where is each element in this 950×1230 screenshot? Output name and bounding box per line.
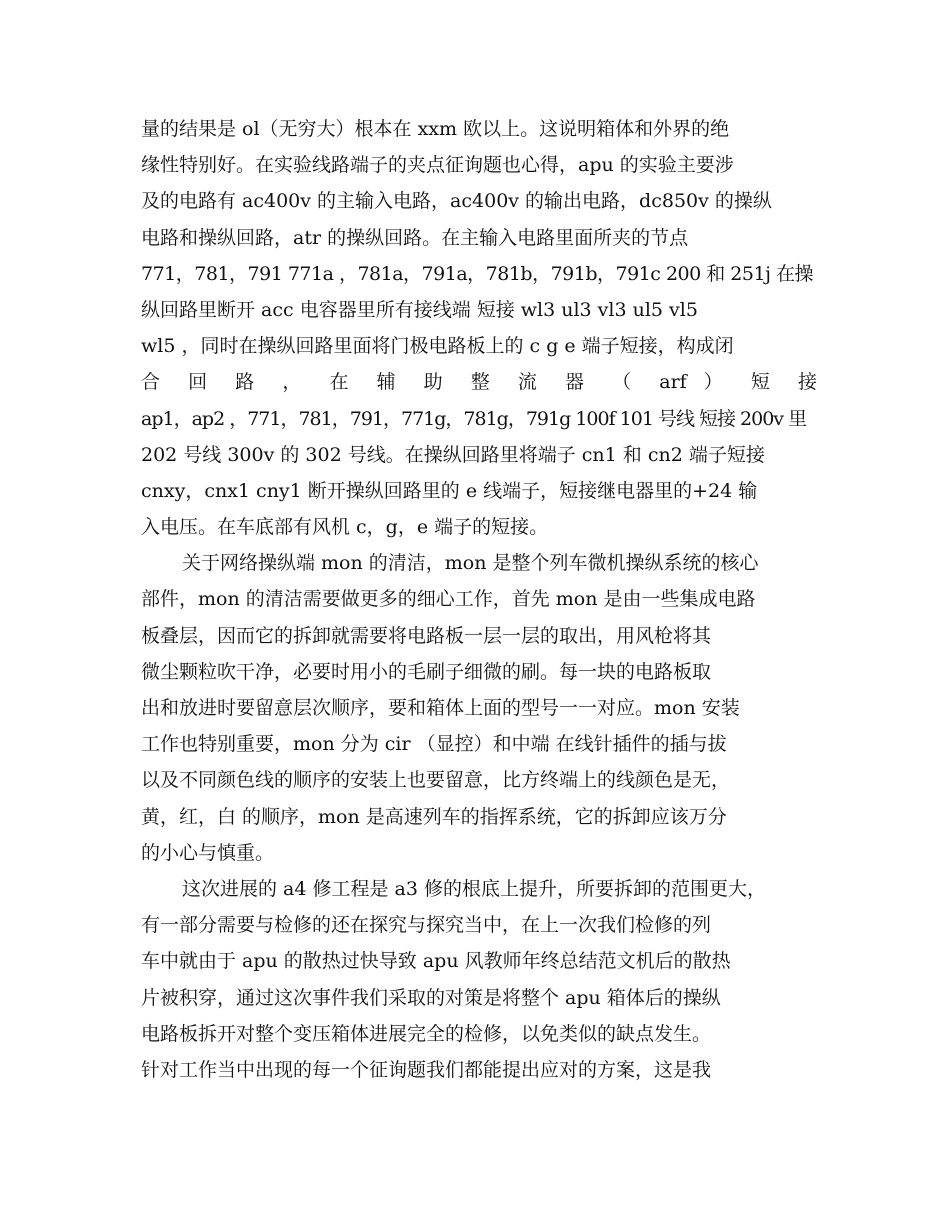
paragraph-3-line-5: 电路板拆开对整个变压箱体进展完全的检修，以免类似的缺点发生。 (141, 1022, 712, 1045)
paragraph-3-line-4: 片被积穿，通过这次事件我们采取的对策是将整个 apu 箱体后的操纵 (141, 986, 721, 1009)
paragraph-1-line-11: cnxy，cnx1 cny1 断开操纵回路里的 e 线端子，短接继电器里的+24 输 (141, 479, 758, 502)
paragraph-1-line-9: ap1，ap2 ，771，781，791，771g，781g，791g 100f 101 号线 短接 200v 里 (141, 407, 807, 430)
paragraph-1-line-2: 缘性特别好。在实验线路端子的夹点征询题也心得，apu 的实验主要涉 (141, 154, 734, 177)
paragraph-1-line-3: 及的电路有 ac400v 的主输入电路，ac400v 的输出电路，dc850v 的操纵 (141, 190, 772, 213)
paragraph-1-line-7: wl5 ，同时在操纵回路里面将门极电路板上的 c g e 端子短接，构成闭 (141, 335, 734, 358)
paragraph-2-line-4: 微尘颗粒吹干净，必要时用小的毛刷子细微的刷。每一块的电路板取 (141, 660, 712, 683)
paragraph-1-line-10: 202 号线 300v 的 302 号线。在操纵回路里将端子 cn1 和 cn2 端子短接 (141, 443, 765, 466)
body-text (141, 111, 817, 1088)
paragraph-2-line-2: 部件，mon 的清洁需要做更多的细心工作，首先 mon 是由一些集成电路 (141, 588, 756, 611)
paragraph-1-line-8: 合 回 路 ， 在 辅 助 整 流 器 （ arf ） 短 接 (141, 371, 817, 394)
paragraph-2-line-8: 黄，红，白 的顺序，mon 是高速列车的指挥系统，它的拆卸应该万分 (141, 805, 727, 828)
paragraph-2-line-5: 出和放进时要留意层次顺序，要和箱体上面的型号一一对应。mon 安装 (141, 697, 740, 719)
paragraph-2-line-9: 的小心与慎重。 (141, 841, 275, 864)
paragraph-1-line-6: 纵回路里断开 acc 电容器里所有接线端 短接 wl3 ul3 vl3 ul5 vl5 (141, 298, 698, 321)
paragraph-2-line-3: 板叠层，因而它的拆卸就需要将电路板一层一层的取出，用风枪将其 (141, 624, 712, 647)
paragraph-2-line-6: 工作也特别重要，mon 分为 cir （显控）和中端 在线针插件的插与拔 (141, 733, 727, 756)
paragraph-1-line-5: 771，781，791 771a ，781a，791a，781b，791b，791c 200 和 251j 在操 (141, 262, 813, 285)
paragraph-2-line-7: 以及不同颜色线的顺序的安装上也要留意，比方终端上的线颜色是无， (141, 769, 731, 792)
paragraph-2-line-1: 关于网络操纵端 mon 的清洁，mon 是整个列车微机操纵系统的核心 (182, 552, 759, 575)
paragraph-1-line-1: 量的结果是 ol（无穷大）根本在 xxm 欧以上。这说明箱体和外界的绝 (141, 118, 730, 140)
paragraph-1-line-4: 电路和操纵回路，atr 的操纵回路。在主输入电路里面所夹的节点 (141, 226, 689, 249)
paragraph-3-line-2: 有一部分需要与检修的还在探究与探究当中，在上一次我们检修的列 (141, 914, 712, 937)
paragraph-3-line-1: 这次进展的 a4 修工程是 a3 修的根底上提升，所要拆卸的范围更大， (182, 877, 766, 900)
paragraph-1-line-12: 入电压。在车底部有风机 c，g，e 端子的短接。 (141, 516, 549, 539)
paragraph-3-line-3: 车中就由于 apu 的散热过快导致 apu 风教师年终总结范文机后的散热 (141, 950, 731, 973)
paragraph-3-line-6: 针对工作当中出现的每一个征询题我们都能提出应对的方案，这是我 (141, 1058, 712, 1081)
